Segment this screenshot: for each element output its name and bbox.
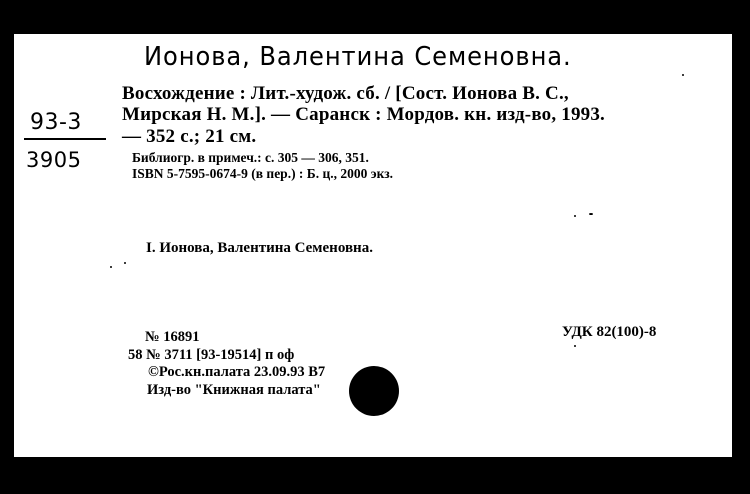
bibliography-note: Библиогр. в примеч.: с. 305 — 306, 351. [132,150,369,165]
registration-number: № 16891 [145,329,200,345]
description-line-2: Мирская Н. М.]. — Саранск : Мордов. кн. изд-во, 1993. [122,104,606,125]
author-sign: 3905 [26,148,82,172]
scan-speck [589,213,593,215]
udk-classification: УДК 82(100)-8 [562,324,657,340]
copyright-line: ©Рос.кн.палата 23.09.93 В7 [148,364,326,380]
registration-line-2: 58 № 3711 [93-19514] п оф [128,347,295,363]
call-number: 93-3 [30,110,82,135]
isbn-note: ISBN 5-7595-0674-9 (в пер.) : Б. ц., 2000 экз. [132,166,393,181]
scan-speck [124,262,126,264]
description-line-1: Восхождение : Лит.-худож. сб. / [Сост. Ионова В. С., [122,83,569,104]
scan-speck [110,266,112,268]
punch-hole [349,366,399,416]
call-number-underline [24,138,106,140]
scan-speck [682,74,684,76]
catalog-card [14,34,732,457]
description-line-3: — 352 с.; 21 см. [122,126,257,147]
scan-speck [574,215,576,217]
tracing-entry: I. Ионова, Валентина Семеновна. [146,240,373,256]
publisher-line: Изд-во "Книжная палата" [147,382,321,398]
handwritten-author-heading: Ионова, Валентина Семеновна. [144,42,572,72]
scan-speck [574,345,576,347]
